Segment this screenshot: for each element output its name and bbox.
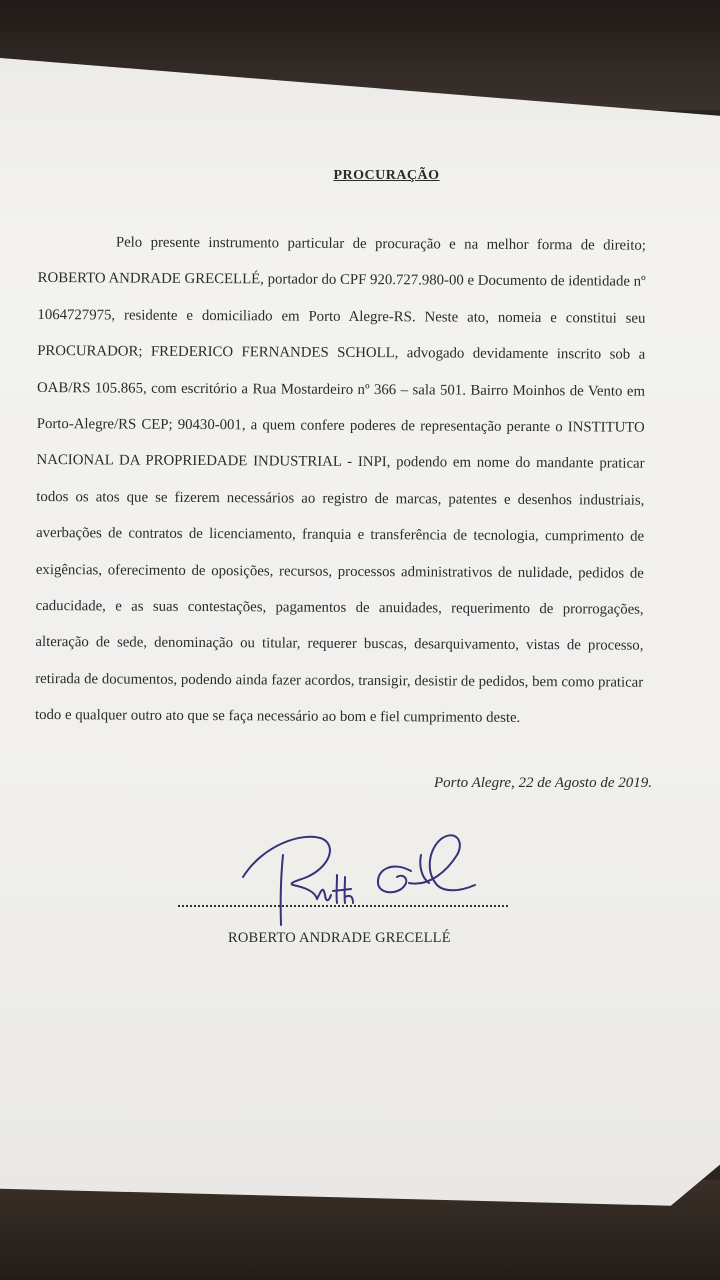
handwritten-signature	[233, 825, 493, 930]
document-body: Pelo presente instrumento particular de procuração e na melhor forma de direito; ROBERTO ANDRADE GRECELLÉ, portador do CPF 920.727.980-00 e Documento de identidade nº 1064727975, residente e domiciliado em Porto Alegre-RS. Neste ato, nomeia e constitui seu PROCURADOR; FREDERICO FERNANDES SCHOLL, advogado devidamente inscrito sob a OAB/RS 105.865, com escritório a Rua Mostardeiro nº 366 – sala 501. Bairro Moinhos de Vento em Porto-Alegre/RS CEP; 90430-001, a quem confere poderes de representação perante o INSTITUTO NACIONAL DA PROPRIEDADE INDUSTRIAL - INPI, podendo em nome do mandante praticar todos os atos que se fizerem necessários ao registro de marcas, patentes e desenhos industriais, averbações de contratos de licenciamento, franquia e transferência de tecnologia, cumprimento de exigências, oferecimento de oposições, recursos, processos administrativos de nulidade, pedidos de caducidade, e as suas contestações, pagamentos de anuidades, requerimento de prorrogações, alteração de sede, denominação ou titular, requerer buscas, desarquivamento, vistas de processo, retirada de documentos, podendo ainda fazer acordos, transigir, desistir de pedidos, bem como praticar todo e qualquer outro ato que se faça necessário ao bom e fiel cumprimento deste.	[34, 234, 646, 727]
document-title: PROCURAÇÃO	[333, 168, 440, 183]
signature-line	[178, 905, 508, 907]
document-content	[34, 0, 652, 1280]
place-date: Porto Alegre, 22 de Agosto de 2019.	[433, 775, 652, 791]
signer-name: ROBERTO ANDRADE GRECELLÉ	[228, 930, 451, 946]
